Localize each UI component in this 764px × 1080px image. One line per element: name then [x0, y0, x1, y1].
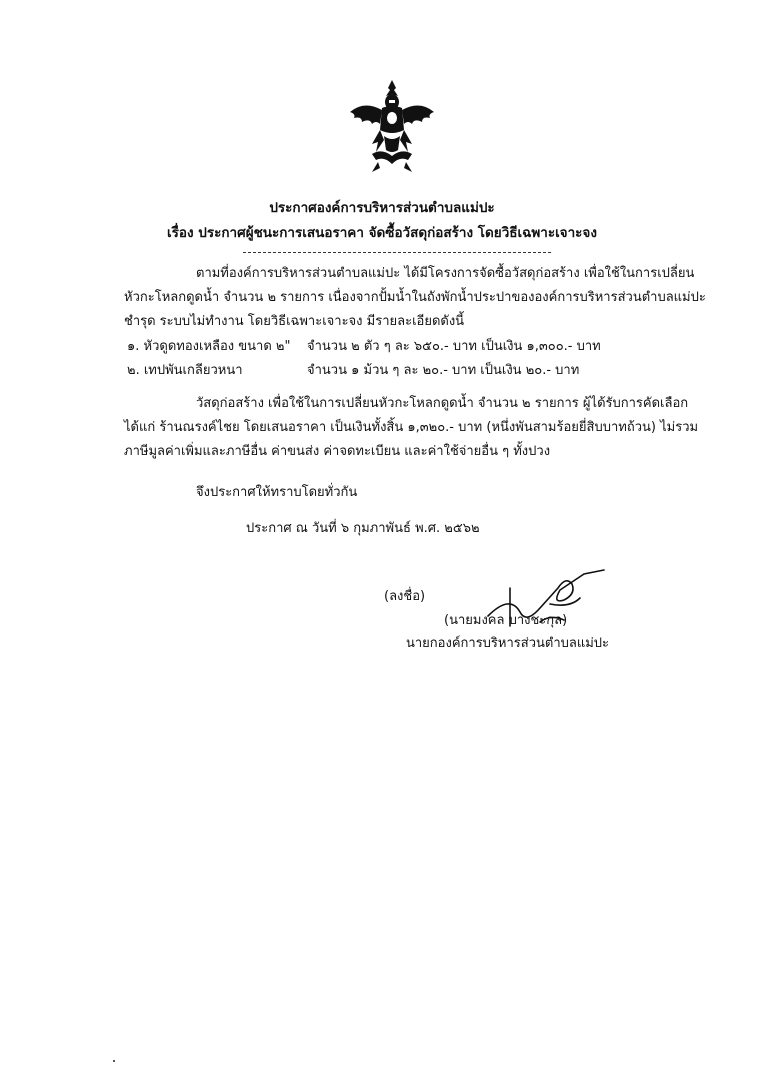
signatory-name: (นายมงคล บางชะกุล): [444, 613, 568, 628]
signature-label: (ลงชื่อ): [384, 589, 426, 604]
signatory-position: นายกองค์การบริหารส่วนตำบลแม่ปะ: [406, 636, 610, 651]
garuda-emblem-icon: [342, 78, 442, 174]
paragraph-1-line-1: ตามที่องค์การบริหารส่วนตำบลแม่ปะ ได้มีโครงการจัดซื้อวัสดุก่อสร้าง เพื่อใช้ในการเปลี่ยน: [196, 266, 695, 281]
title-divider: [243, 252, 551, 253]
paragraph-2-line-1: วัสดุก่อสร้าง เพื่อใช้ในการเปลี่ยนหัวกะโหลกดูดน้ำ จำนวน ๒ รายการ ผู้ได้รับการคัดเลือก: [196, 396, 689, 411]
paragraph-1-line-3: ชำรุด ระบบไม่ทำงาน โดยวิธีเฉพาะเจาะจง มีรายละเอียดดังนี้: [124, 314, 465, 329]
paragraph-2-line-2: ได้แก่ ร้านณรงค์ไชย โดยเสนอราคา เป็นเงินทั้งสิ้น ๑,๓๒๐.- บาท (หนึ่งพันสามร้อยยี่สิบบาทถ้วน) ไม่รวม: [124, 420, 699, 435]
item-1-detail: จำนวน ๒ ตัว ๆ ละ ๖๕๐.- บาท เป็นเงิน ๑,๓๐๐.- บาท: [307, 339, 601, 354]
paragraph-1-line-2: หัวกะโหลกดูดน้ำ จำนวน ๒ รายการ เนื่องจากปั้มน้ำในถังพักน้ำประปาขององค์การบริหารส่วนตำบลแม่ปะ: [124, 290, 706, 305]
document-title: ประกาศองค์การบริหารส่วนตำบลแม่ปะ: [269, 200, 495, 216]
item-1-name: ๑. หัวดูดทองเหลือง ขนาด ๒": [127, 339, 291, 354]
item-2-name: ๒. เทปพันเกลียวหนา: [127, 363, 243, 378]
announcement-date: ประกาศ ณ วันที่ ๖ กุมภาพันธ์ พ.ศ. ๒๕๖๒: [246, 521, 480, 536]
item-2-detail: จำนวน ๑ ม้วน ๆ ละ ๒๐.- บาท เป็นเงิน ๒๐.- บาท: [307, 363, 580, 378]
document-subject: เรื่อง ประกาศผู้ชนะการเสนอราคา จัดซื้อวัสดุก่อสร้าง โดยวิธีเฉพาะเจาะจง: [167, 225, 597, 241]
paragraph-2-line-3: ภาษีมูลค่าเพิ่มและภาษีอื่น ค่าขนส่ง ค่าจดทะเบียน และค่าใช้จ่ายอื่น ๆ ทั้งปวง: [124, 444, 551, 459]
scan-speck: [113, 1060, 115, 1062]
announcement-line: จึงประกาศให้ทราบโดยทั่วกัน: [196, 485, 358, 500]
